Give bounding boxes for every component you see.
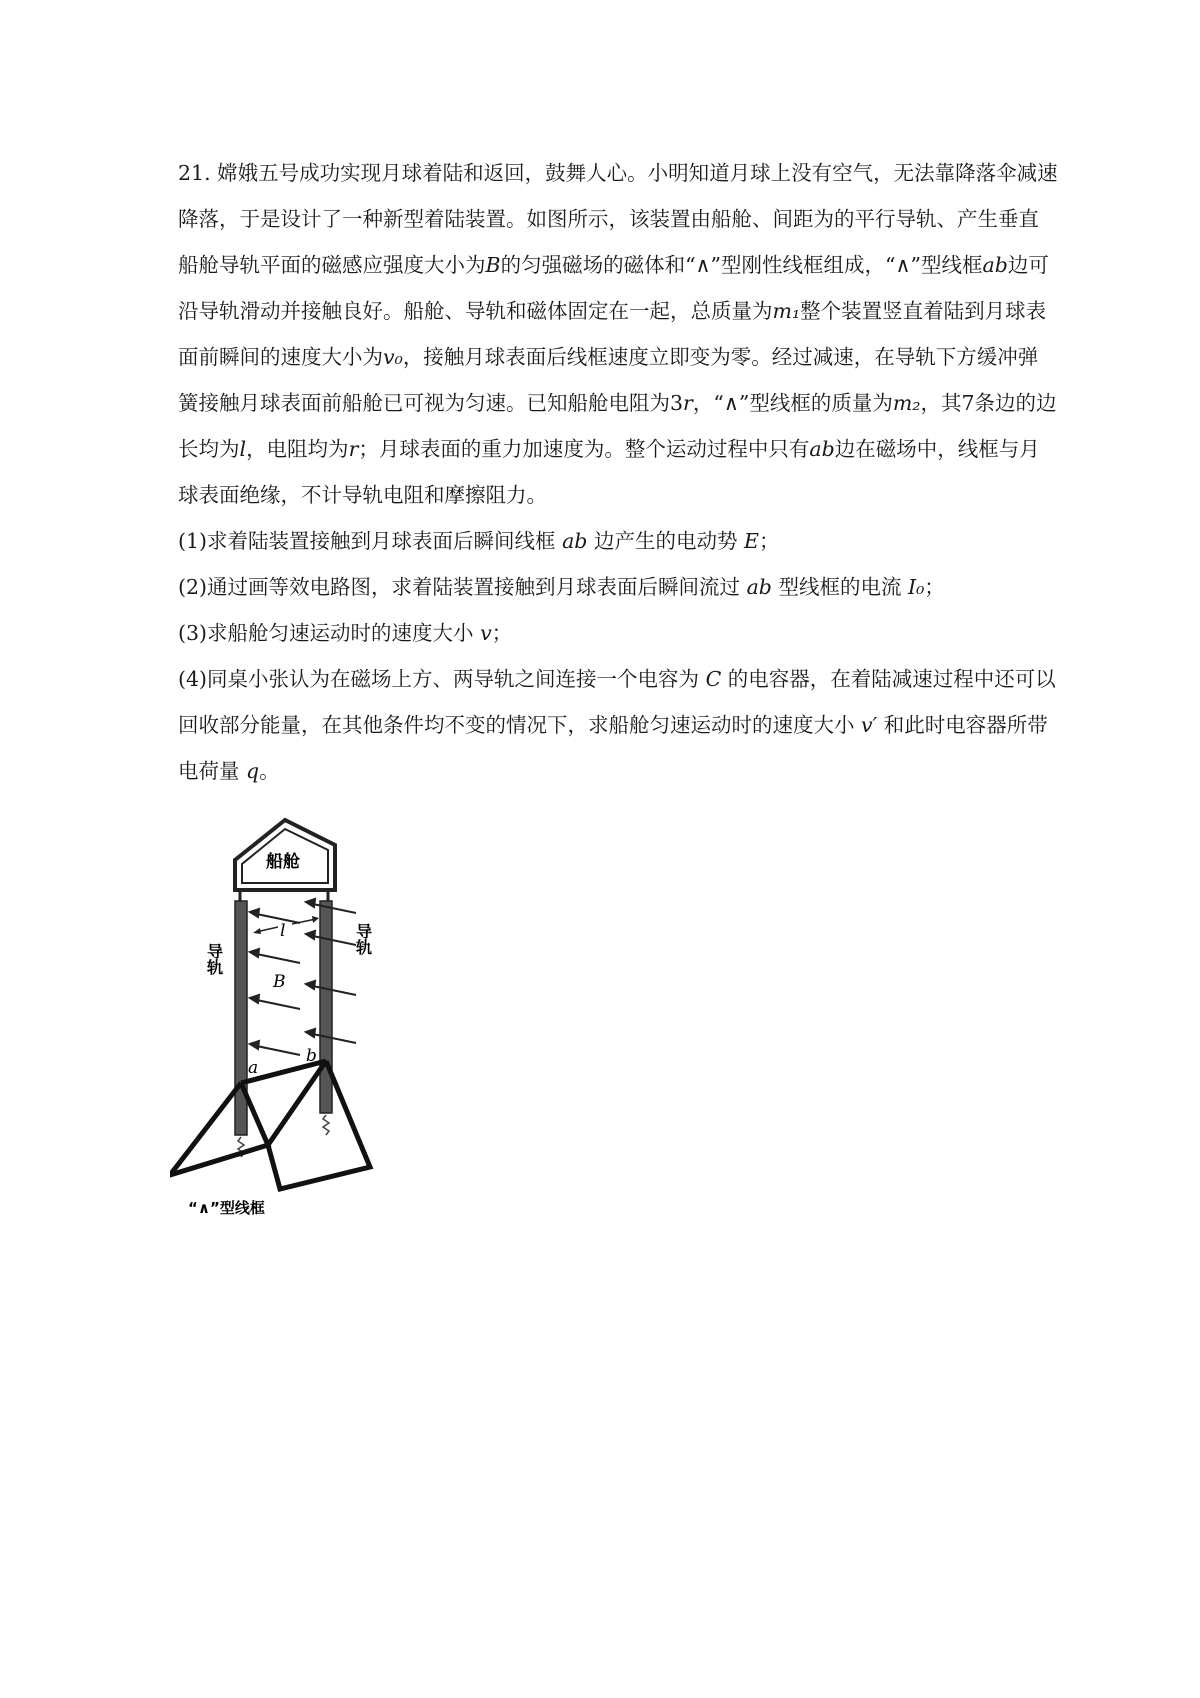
question-part <box>178 610 1058 656</box>
text-run: 和此时电容器所带电荷量 <box>178 713 1048 783</box>
math-variable: B <box>485 253 501 277</box>
spacing-label: l <box>280 921 286 941</box>
text-run: ，电阻均为 <box>246 437 349 461</box>
lander-diagram <box>170 815 430 1235</box>
cabin-label: 船舱 <box>266 852 300 872</box>
text-run: 边产生的电动势 <box>587 529 744 553</box>
text-run: 型线框的电流 <box>771 575 908 599</box>
field-arrowhead <box>306 981 315 989</box>
field-arrowhead <box>250 909 259 917</box>
text-run: ； <box>924 575 945 599</box>
question-stem <box>178 150 1058 518</box>
field-arrowhead <box>250 1041 259 1049</box>
point-b-label: b <box>306 1046 317 1066</box>
text-run: (1)求着陆装置接触到月球表面后瞬间线框 <box>178 529 563 553</box>
field-arrowhead <box>306 931 315 939</box>
field-arrowhead <box>306 1029 315 1037</box>
field-arrowhead <box>250 995 259 1003</box>
right-spring <box>323 1115 329 1135</box>
text-run: 边在磁场中，线框与月球表面绝缘，不计导轨电阻和摩擦阻力。 <box>178 437 1040 507</box>
text-run: 的匀强磁场的磁体和“∧”型刚性线框组成，“∧”型线框 <box>500 253 983 277</box>
wire-frame <box>170 1061 370 1189</box>
text-run: ；月球表面的重力加速度为。整个运动过程中只有 <box>358 437 810 461</box>
question-part <box>178 518 1058 564</box>
text-run: ； <box>758 529 780 553</box>
left-rail <box>235 901 247 1135</box>
wire-frame-right-quad <box>268 1061 370 1189</box>
math-variable: m₂ <box>892 391 921 415</box>
math-variable: r <box>683 391 693 415</box>
text-run: 21. 嫦娥五号成功实现月球着陆和返回，鼓舞人心。小明知道月球上没有空气，无法靠降落伞减速降落，于是设计了一种新型着陆装置。如图所示，该装置由船舱、间距为的平行导轨、产生垂直船舱导轨平面的磁感应强度大小为 <box>178 161 1058 277</box>
text-run: ，其7条边的边长均为 <box>178 391 1057 461</box>
frame-caption: “∧”型线框 <box>188 1199 265 1217</box>
text-run: ，接触月球表面后线框速度立即变为零。经过减速，在导轨下方缓冲弹簧接触月球表面前船舱已可视为匀速。已知船舱电阻为3 <box>178 345 1039 415</box>
right-rail <box>320 901 332 1113</box>
question-part <box>178 564 1058 610</box>
wire-frame-left-triangle <box>170 1083 268 1175</box>
math-variable: ab <box>982 253 1008 277</box>
math-variable: v <box>480 621 492 645</box>
text-run: (3)求船舱匀速运动时的速度大小 <box>178 621 481 645</box>
question-block <box>178 150 1058 794</box>
left-rail-label: 导轨 <box>204 943 224 975</box>
math-variable: ab <box>809 437 835 461</box>
math-variable: v′ <box>861 713 878 737</box>
text-run: (2)通过画等效电路图，求着陆装置接触到月球表面后瞬间流过 <box>178 575 747 599</box>
text-run: 。 <box>259 759 280 783</box>
math-variable: ab <box>562 529 588 553</box>
spacing-arrowhead-left <box>253 928 261 934</box>
field-arrowhead <box>306 899 315 907</box>
text-run: ，“∧”型线框的质量为 <box>692 391 893 415</box>
math-variable: m₁ <box>772 299 801 323</box>
right-rail-label: 导轨 <box>353 923 373 955</box>
math-variable: l <box>239 437 247 461</box>
text-run: ； <box>491 621 513 645</box>
text-run: 的电容器，在着陆减速过程中还可以回收部分能量，在其他条件均不变的情况下，求船舱匀速运动时的速度大小 <box>178 667 1056 737</box>
text-run: 边可沿导轨滑动并接触良好。船舱、导轨和磁体固定在一起，总质量为 <box>178 253 1049 323</box>
math-variable: C <box>705 667 722 691</box>
spacing-arrowhead-right <box>312 916 319 923</box>
text-run: 整个装置竖直着陆到月球表面前瞬间的速度大小为 <box>178 299 1047 369</box>
field-label: B <box>273 972 286 992</box>
math-variable: q <box>246 759 260 783</box>
math-variable: r <box>348 437 359 461</box>
point-a-label: a <box>248 1058 259 1078</box>
lander-diagram-svg <box>170 815 430 1235</box>
question-part <box>178 656 1058 794</box>
field-arrowhead <box>250 949 259 957</box>
math-variable: ab <box>746 575 772 599</box>
math-variable: E <box>743 529 759 553</box>
math-variable: I₀ <box>907 575 925 599</box>
text-run: (4)同桌小张认为在磁场上方、两导轨之间连接一个电容为 <box>178 667 706 691</box>
math-variable: v₀ <box>383 345 403 369</box>
